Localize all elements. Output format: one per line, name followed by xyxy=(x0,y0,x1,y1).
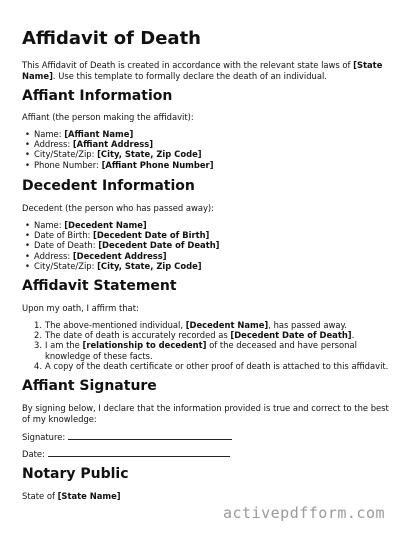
item-label: Date of Death: xyxy=(34,240,99,251)
statement-item-3 xyxy=(34,340,392,360)
affiant-info-heading: Affiant Information xyxy=(22,88,173,104)
item-label: Address: xyxy=(34,139,73,150)
item-value: [Decedent Name] xyxy=(64,220,147,230)
notary-state-line xyxy=(22,491,392,502)
item-value: [Decedent Date of Death] xyxy=(98,240,220,251)
date-blank[interactable] xyxy=(48,448,230,457)
affiant-address-item xyxy=(34,139,214,149)
item-label: Name: xyxy=(34,220,65,230)
item-value: [Affiant Name] xyxy=(64,129,134,139)
signature-heading: Affiant Signature xyxy=(22,378,157,394)
item-placeholder: [Decedent Date of Death] xyxy=(230,330,352,341)
item-label: City/State/Zip: xyxy=(34,149,98,160)
affiant-info-list xyxy=(34,129,214,170)
decedent-birth-item xyxy=(34,230,220,240)
item-label: City/State/Zip: xyxy=(34,260,98,271)
notary-state-label: State of xyxy=(22,491,58,501)
signature-description: By signing below, I declare that the information provided is true and correct to the best of my knowledge: xyxy=(22,403,389,424)
decedent-info-list xyxy=(34,220,220,271)
document-title: Affidavit of Death xyxy=(22,28,201,49)
item-number: 4. xyxy=(34,360,42,371)
item-value: [City, State, Zip Code] xyxy=(97,149,202,160)
statement-item-1 xyxy=(34,320,392,330)
signature-label: Signature: xyxy=(22,432,66,442)
item-text: The above-mentioned individual, xyxy=(45,320,186,330)
decedent-info-heading: Decedent Information xyxy=(22,178,195,194)
intro-paragraph xyxy=(22,60,392,81)
statement-list xyxy=(34,320,392,371)
decedent-death-item xyxy=(34,240,220,250)
decedent-info-description: Decedent (the person who has passed away): xyxy=(22,203,214,213)
item-label: Date of Birth: xyxy=(34,230,94,241)
item-placeholder: [relationship to decedent] xyxy=(82,340,207,351)
site-watermark: activepdfform.com xyxy=(223,504,386,522)
item-label: Name: xyxy=(34,129,65,139)
statement-item-4 xyxy=(34,361,392,371)
decedent-address-item xyxy=(34,251,220,261)
date-line xyxy=(22,448,392,460)
item-number: 1. xyxy=(34,320,42,330)
signature-line xyxy=(22,431,392,443)
decedent-city-item xyxy=(34,261,220,271)
item-number: 3. xyxy=(34,340,42,351)
item-text: A copy of the death certificate or other proof of death is attached to this affidavit. xyxy=(45,360,389,371)
date-label: Date: xyxy=(22,449,45,459)
item-value: [Affiant Phone Number] xyxy=(101,159,214,170)
affiant-city-item xyxy=(34,149,214,159)
intro-state-placeholder-part2: Name] xyxy=(22,70,53,81)
intro-state-placeholder-part1: [State xyxy=(353,60,383,70)
notary-heading: Notary Public xyxy=(22,466,129,482)
item-label: Address: xyxy=(34,250,73,261)
decedent-name-item xyxy=(34,220,220,230)
affiant-name-item xyxy=(34,129,214,139)
intro-text-end: . Use this template to formally declare the death of an individual. xyxy=(52,70,327,81)
intro-text-start: This Affidavit of Death is created in accordance with the relevant state laws of xyxy=(22,60,354,70)
item-text: The date of death is accurately recorded as xyxy=(45,330,231,341)
item-value: [Decedent Address] xyxy=(72,250,167,261)
item-placeholder: [Decedent Name] xyxy=(185,320,269,330)
item-number: 2. xyxy=(34,330,42,341)
item-text: I am the xyxy=(45,340,83,351)
signature-blank[interactable] xyxy=(68,431,232,440)
item-label: Phone Number: xyxy=(34,159,102,170)
item-value: [Affiant Address] xyxy=(72,139,154,150)
item-text: . xyxy=(351,330,355,341)
statement-description: Upon my oath, I affirm that: xyxy=(22,303,139,313)
item-value: [Decedent Date of Birth] xyxy=(93,230,210,241)
notary-state-placeholder: [State Name] xyxy=(57,491,121,501)
item-value: [City, State, Zip Code] xyxy=(97,260,202,271)
statement-item-2 xyxy=(34,330,392,340)
item-text: of the deceased and have personal knowledge of these facts. xyxy=(45,340,357,361)
statement-heading: Affidavit Statement xyxy=(22,278,177,294)
item-text: , has passed away. xyxy=(268,320,347,330)
affiant-info-description: Affiant (the person making the affidavit): xyxy=(22,112,194,122)
affiant-phone-item xyxy=(34,160,214,170)
